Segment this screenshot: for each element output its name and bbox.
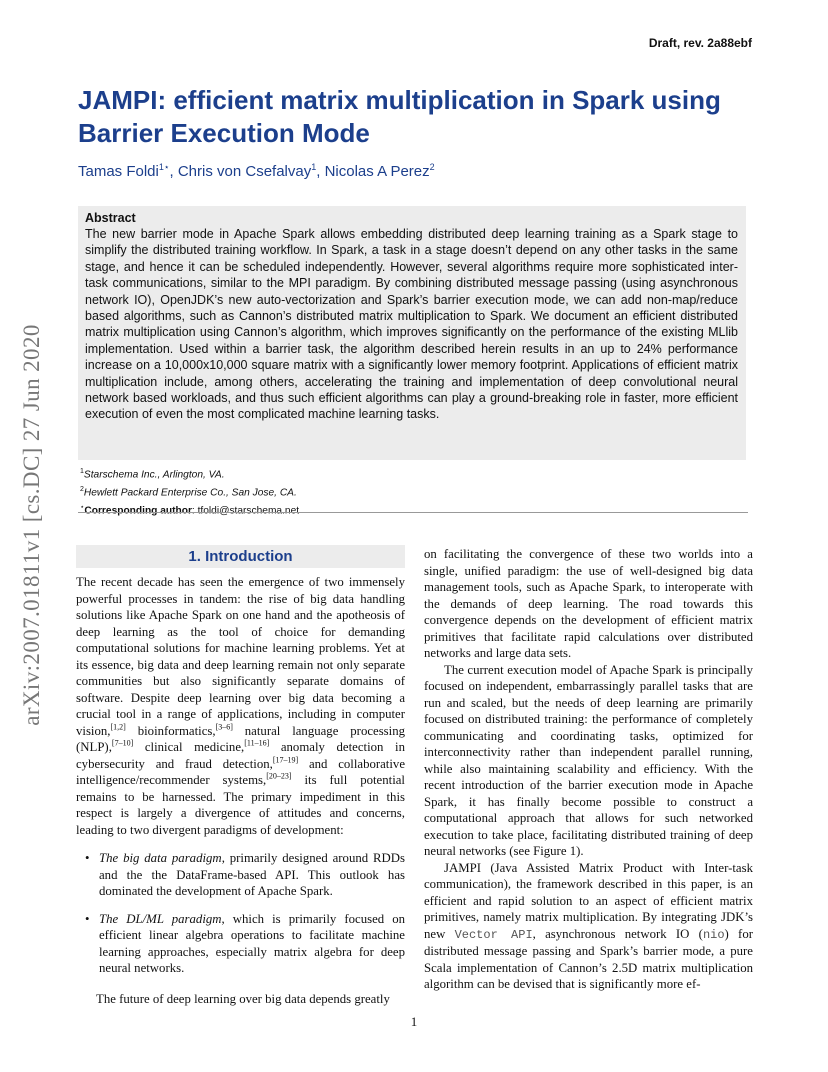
affiliation-line: $^2$Hewlett Packard Enterprise Co., San Jose, CA. (80, 485, 297, 499)
inline-code: nio (702, 927, 725, 942)
draft-revision-label: Draft, rev. 2a88ebf (648, 36, 752, 50)
citation: [11–16] (244, 738, 270, 748)
intro-paragraph: The future of deep learning over big data depends greatly (96, 991, 390, 1006)
author-mark: 2 (429, 162, 435, 172)
citation: [3–6] (215, 722, 233, 732)
bullet-icon: • (85, 851, 90, 865)
intro-paragraph: The recent decade has seen the emergence of two immensely powerful processes in tandem: the rise of big data handling solutions like Apache Spark on one hand and the apotheosis of deep learning as the tool of choice for demanding computational solutions for machine learning problems. Yet at its essence, big data and deep learning remain not only separate communities but also significantly separate domains of software. Despite deep learning over big data becoming a crucial tool in a range of applications, including in computer vision,[1,2] bioinformatics,[3–6] natural language processing (NLP),[7–10] clinical medicine,[11–16] anomaly detection in cybersecurity and fraud detection,[17–19] and collaborative intelligence/recommender systems,[20–23] its full potential remains to be harnessed. The primary impediment in this respect is largely a divergence of attitudes and concerns, leading to two divergent paradigms of development: (76, 575, 406, 837)
corresponding-author: ⋆Corresponding author: tfoldi@starschema.net (80, 503, 300, 517)
bullet-icon: • (85, 911, 90, 926)
arxiv-sidebar (12, 290, 52, 760)
intro-paragraph: JAMPI (Java Assisted Matrix Product with Inter-task communication), the framework described in this paper, is an efficient and rapid solution to an aspect of efficient matrix primitives, namely matrix multiplication. By integrating JDK’s new Vector API, asynchronous network IO (nio) for distributed message passing and Spark’s barrier mode, a pure Scala implementation of Cannon’s 2.5D matrix multiplication algorithm can be devised that is significantly more ef- (424, 860, 753, 991)
divider (78, 512, 748, 513)
citation: [1,2] (110, 722, 126, 732)
page-number: 1 (410, 1014, 418, 1029)
author-list: Tamas Foldi$^{1⋆}$, Chris von Csefalvay$^1$, Nicolas A Perez$^2$ (78, 162, 435, 180)
arxiv-identifier: arXiv:2007.01811v1 [cs.DC] 27 Jun 2020 (19, 324, 44, 726)
citation: [17–19] (272, 755, 299, 765)
author-name: Tamas Foldi (78, 163, 159, 180)
paper-title: JAMPI: efficient matrix multiplication in Spark using Barrier Execution Mode (78, 85, 721, 148)
affiliation-line: $^1$Starschema Inc., Arlington, VA. (80, 468, 225, 481)
intro-paragraph: The current execution model of Apache Spark is principally focused on independent, embarrassingly parallel tasks that are run and scaled, but the needs of deep learning are primarily focused on distributed training: the performance of completely communicating and coordinating tasks, optimized for interconnectivity rather than independent parallel running, while also maintaining scalability and efficiency. With the recent introduction of the barrier execution mode in Apache Spark, it has finally become possible to construct a computational approach that allows for such networked execution to take place, facilitating distributed training of deep neural networks (see Figure 1). (424, 662, 753, 858)
abstract-box (78, 206, 746, 460)
abstract-text: The new barrier mode in Apache Spark allows embedding distributed deep learning training as a Spark stage to simplify the distributed training workflow. In Spark, a task in a stage doesn’t depend on any other tasks in the same stage, and hence it can be scheduled independently. However, several algorithms require more sophisticated inter-task communications, similar to the MPI paradigm. By combining distributed message passing (using asynchronous network IO), OpenJDK’s new auto-vectorization and Spark’s barrier execution mode, we can add non-map/reduce based algorithms, such as Cannon’s distributed matrix multiplication to Spark. We document an efficient distributed matrix multiplication using Cannon’s algorithm, which improves significantly on the performance of the existing MLlib implementation. Used within a barrier task, the algorithm described herein results in an up to 24% performance increase on a 10,000x10,000 square matrix with a significantly lower memory footprint. Applications of efficient matrix multiplication include, among others, accelerating the training and implementation of deep convolutional neural network based workloads, and thus such efficient algorithms can play a ground-breaking role in faster, more efficient execution of even the most complicated machine learning tasks. (85, 227, 738, 422)
list-item: • The DL/ML paradigm, which is primarily focused on efficient linear algebra operations to facilitate machine learning approaches, especially matrix algebra for deep neural networks. (85, 911, 406, 975)
corresponding-email: : tfoldi@starschema.net (191, 505, 300, 517)
intro-paragraph: on facilitating the convergence of these two worlds into a single, unified paradigm: the use of well-designed big data management tools, such as Apache Spark, to interoperate with the demands of deep learning. The road towards this convergence depends on the development of efficient matrix primitives that facilitate rapid calculations over distributed networks and large data sets. (424, 547, 753, 660)
author-mark: 1 (311, 162, 317, 172)
paradigm-list (76, 850, 405, 977)
citation: [7–10] (111, 738, 134, 748)
affiliations (80, 465, 748, 519)
inline-code: Vector API (454, 927, 533, 942)
abstract-heading: Abstract (85, 211, 136, 225)
author-name: Nicolas A Perez (324, 163, 430, 180)
right-column (424, 546, 753, 993)
left-column (76, 545, 405, 1007)
author-mark: 1⋆ (158, 162, 170, 172)
citation: [20–23] (266, 771, 292, 781)
author-name: Chris von Csefalvay (177, 163, 312, 180)
section-heading: 1. Introduction (76, 545, 405, 568)
list-item: • The big data paradigm, primarily designed around RDDs and the the DataFrame-based API. This outlook has dominated the development of Apache Spark. (85, 851, 406, 898)
